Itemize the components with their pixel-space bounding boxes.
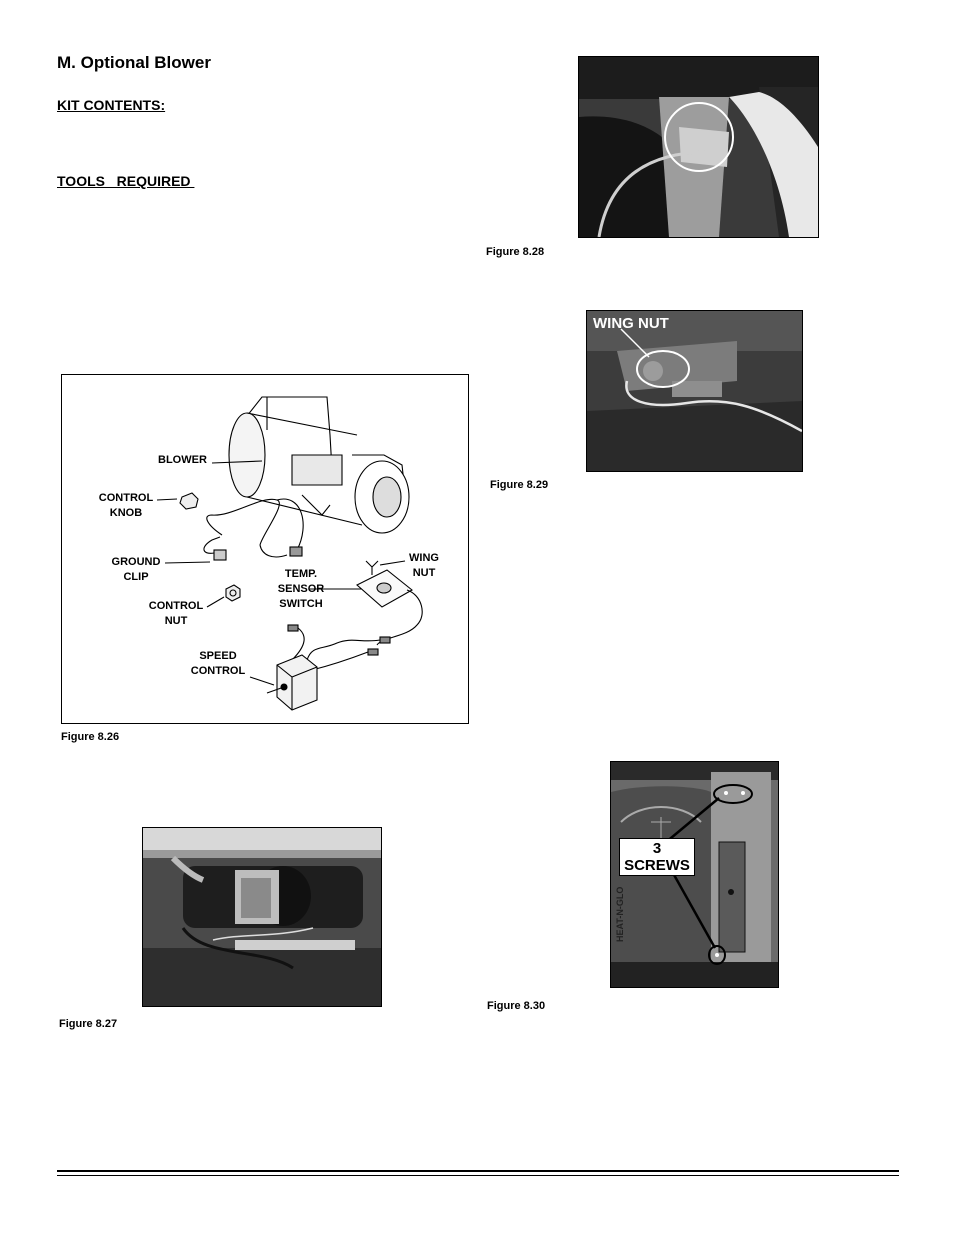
footer-rule-thin — [57, 1175, 899, 1176]
screws-callout-label: SCREWS — [624, 857, 690, 874]
blower-motor — [292, 455, 342, 485]
footer-rule-thick — [57, 1170, 899, 1172]
label-temp-sensor-line2: SENSOR — [277, 583, 325, 595]
label-speed-control-line1: SPEED — [199, 650, 237, 662]
blower-installed-photo — [143, 828, 381, 1006]
connector-icon — [368, 649, 378, 655]
label-control-knob-line2: KNOB — [109, 507, 143, 519]
wing-nut-photo — [587, 311, 802, 471]
wing-nut-icon — [366, 561, 378, 575]
connector-icon — [380, 637, 390, 643]
ground-clip-icon — [214, 550, 226, 560]
label-blower: BLOWER — [158, 454, 207, 466]
label-control-nut-line2: NUT — [164, 615, 188, 627]
label-speed-control — [186, 649, 250, 679]
figure-8-27-caption: Figure 8.27 — [59, 1018, 118, 1030]
figure-8-29-caption: Figure 8.29 — [490, 479, 549, 491]
label-ground-clip — [106, 555, 166, 585]
brand-mark-text: HEAT-N-GLO — [615, 886, 625, 942]
label-control-nut-line1: CONTROL — [148, 600, 204, 612]
figure-8-26-caption: Figure 8.26 — [61, 731, 120, 743]
label-temp-sensor-switch — [270, 567, 332, 612]
label-wing-nut-line2: NUT — [412, 567, 436, 579]
sensor-bracket-photo — [579, 57, 818, 237]
figure-8-26-frame — [61, 374, 469, 724]
figure-8-28-photo — [578, 56, 819, 238]
kit-contents-heading: KIT CONTENTS: — [57, 97, 166, 113]
label-temp-sensor-line1: TEMP. — [284, 568, 318, 580]
speed-control-icon — [267, 655, 317, 710]
connector-icon — [288, 625, 298, 631]
blower-left-drum — [229, 413, 265, 497]
label-temp-sensor-line3: SWITCH — [279, 598, 323, 610]
screws-callout — [619, 838, 695, 876]
label-control-knob — [96, 491, 156, 521]
section-title: M. Optional Blower — [57, 53, 211, 72]
blower-kit-drawing — [62, 375, 468, 723]
figure-8-27-photo — [142, 827, 382, 1007]
figure-8-29-photo — [586, 310, 803, 472]
wing-nut-callout: WING NUT — [593, 315, 669, 332]
temp-sensor-switch-icon — [357, 570, 422, 645]
control-nut-icon — [226, 585, 240, 601]
figure-8-30-caption: Figure 8.30 — [487, 1000, 546, 1012]
label-ground-clip-line2: CLIP — [123, 571, 149, 583]
label-wing-nut-line1: WING — [409, 552, 439, 564]
tools-required-heading: TOOLS REQUIRED — [57, 173, 195, 189]
label-control-nut — [144, 599, 208, 629]
figure-8-30-photo — [610, 761, 779, 988]
label-ground-clip-line1: GROUND — [111, 556, 161, 568]
label-wing-nut — [402, 551, 446, 581]
label-speed-control-line2: CONTROL — [190, 665, 246, 677]
control-knob-icon — [180, 493, 198, 509]
label-control-knob-line1: CONTROL — [98, 492, 154, 504]
screws-callout-count: 3 — [652, 840, 662, 857]
plug-icon — [290, 547, 302, 556]
figure-8-28-caption: Figure 8.28 — [486, 246, 545, 258]
